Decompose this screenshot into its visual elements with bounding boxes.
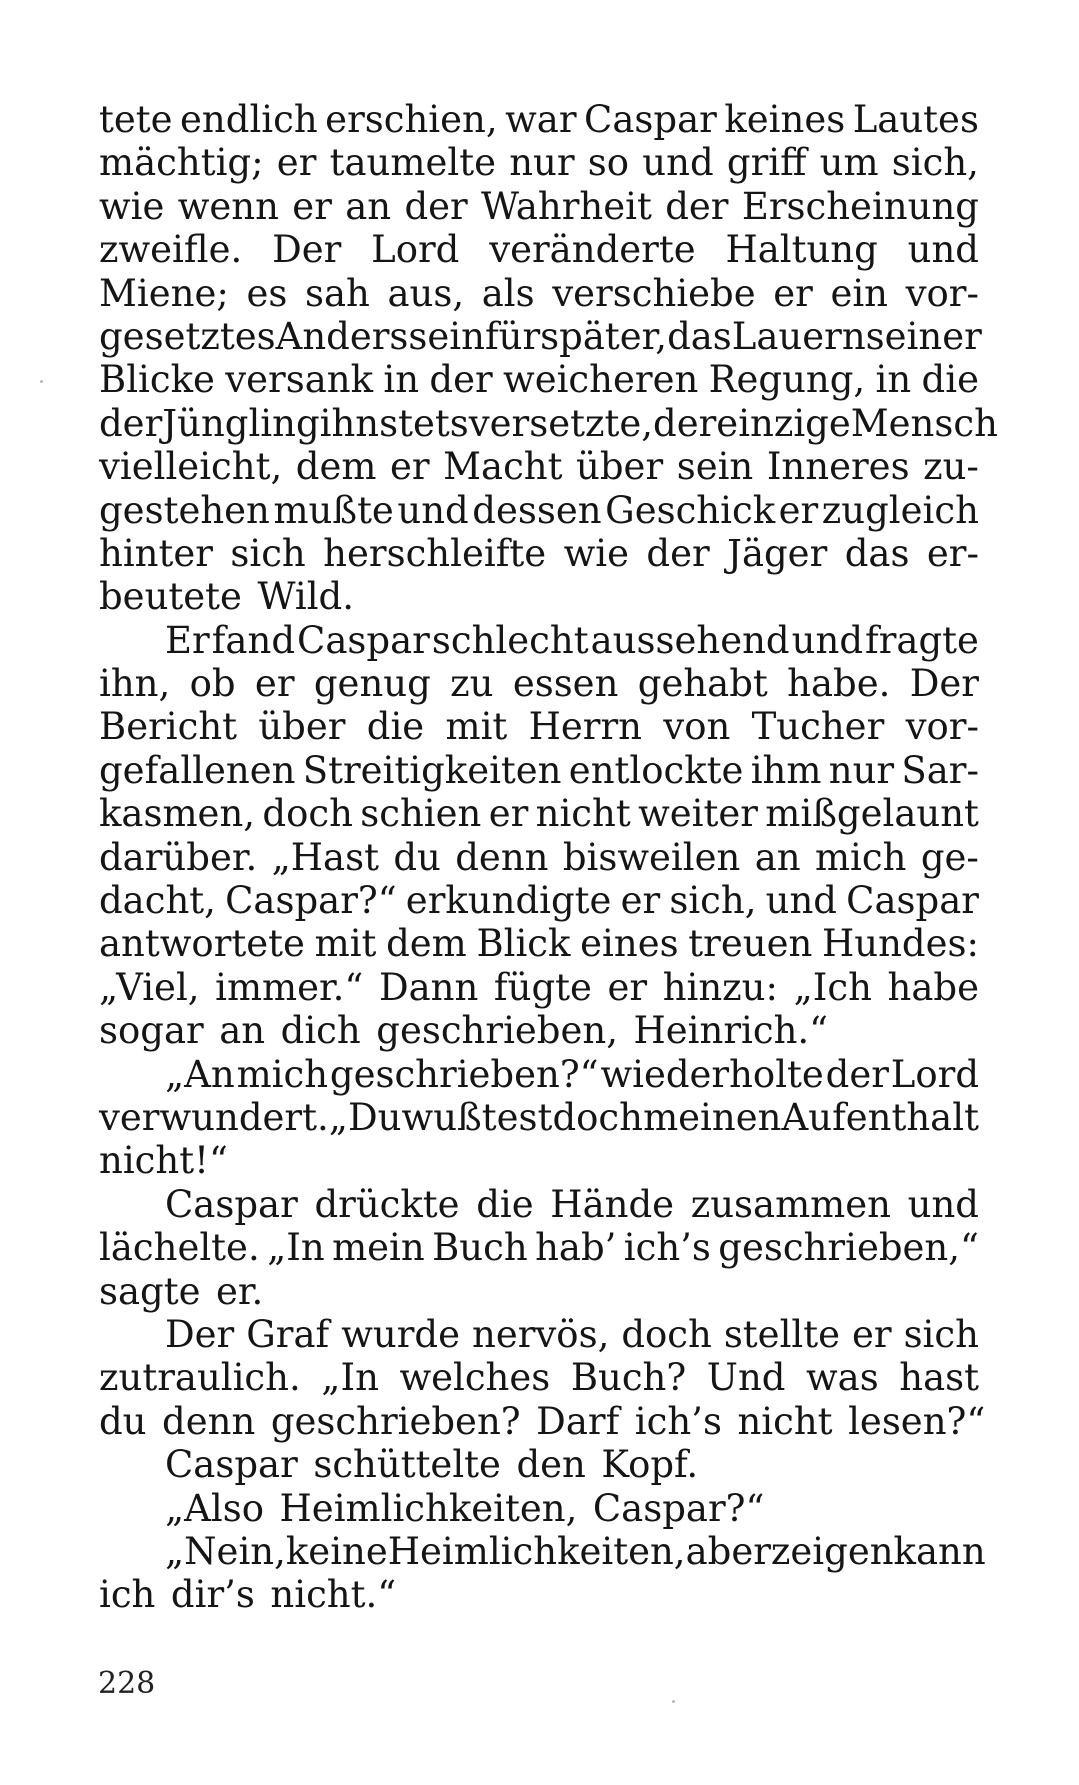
- word: geschrieben?: [270, 1399, 521, 1443]
- text-line: [99, 749, 979, 792]
- word: doch: [552, 1095, 643, 1139]
- word: Heimlichkeiten,: [279, 1486, 578, 1530]
- word: Lord: [890, 1052, 979, 1096]
- paper-speck: [40, 380, 43, 383]
- word: meinen: [643, 1095, 782, 1139]
- word: du: [99, 1399, 147, 1443]
- word: der: [404, 184, 468, 228]
- word: es: [246, 271, 288, 315]
- word: verschiebe: [552, 271, 756, 315]
- word: seiner: [865, 314, 982, 358]
- word: der: [99, 401, 163, 445]
- word: habe.: [787, 662, 891, 706]
- word: nur: [828, 748, 895, 792]
- word: um: [819, 141, 879, 185]
- word: der: [665, 184, 729, 228]
- word: tete: [99, 98, 173, 141]
- word: Jüngling: [162, 401, 320, 445]
- word: war: [505, 98, 577, 141]
- word: sogar: [99, 1009, 204, 1053]
- word: wie: [563, 531, 629, 575]
- word: wurde: [341, 1312, 460, 1356]
- word: weiter: [638, 792, 758, 836]
- text-line: [99, 98, 979, 141]
- word: was: [806, 1356, 879, 1400]
- word: wenn: [177, 184, 279, 228]
- word: er.: [216, 1269, 264, 1313]
- text-line: [99, 792, 979, 835]
- word: „In: [321, 1356, 379, 1400]
- word: nicht: [737, 1399, 833, 1443]
- word: Der: [272, 228, 342, 272]
- word: nicht.“: [270, 1573, 397, 1617]
- word: den: [516, 1443, 586, 1487]
- word: kann: [893, 1529, 986, 1573]
- word: schlecht: [431, 618, 589, 662]
- word: an: [345, 184, 392, 228]
- word: Wahrheit: [481, 184, 652, 228]
- word: du: [393, 835, 441, 879]
- word: erkundigte: [405, 879, 612, 923]
- word: Mensch: [850, 401, 998, 445]
- word: Kopf.: [601, 1443, 699, 1487]
- word: sein: [676, 445, 754, 489]
- word: dacht,: [99, 879, 216, 923]
- word: Hände: [550, 1182, 675, 1226]
- word: Darf: [536, 1399, 620, 1443]
- text-line: [99, 575, 979, 618]
- word: als: [481, 271, 535, 315]
- word: Streitigkeiten: [302, 748, 562, 792]
- word: mit: [445, 705, 508, 749]
- word: ihn: [319, 401, 380, 445]
- text-line: [99, 1139, 979, 1182]
- word: Macht: [443, 445, 563, 489]
- word: ich: [99, 1573, 156, 1617]
- word: zu: [450, 662, 494, 706]
- word: mißgelaunt: [765, 792, 979, 836]
- word: Erscheinung: [741, 184, 979, 228]
- word: das: [667, 314, 732, 358]
- word: Herrn: [528, 705, 642, 749]
- word: der: [825, 1052, 889, 1096]
- word: schüttelte: [313, 1443, 501, 1487]
- body-text: [99, 98, 998, 1617]
- text-line: [99, 1443, 979, 1486]
- word: Caspar: [165, 1443, 298, 1487]
- text-line: [99, 1529, 986, 1573]
- word: der: [653, 401, 717, 445]
- word: hinter: [99, 531, 213, 575]
- word: er: [292, 184, 332, 228]
- word: er: [488, 792, 529, 836]
- word: sagte: [99, 1269, 201, 1313]
- word: ihn,: [99, 662, 171, 706]
- word: dessen: [472, 488, 602, 532]
- word: der: [646, 531, 710, 575]
- word: lächelte.: [99, 1226, 260, 1270]
- word: welches: [399, 1356, 551, 1400]
- word: Haltung: [725, 228, 878, 272]
- word: „Du: [328, 1095, 402, 1139]
- word: in: [875, 358, 912, 402]
- word: Caspar: [584, 98, 717, 141]
- word: verwundert.: [99, 1095, 329, 1139]
- word: versetzte,: [468, 401, 654, 445]
- word: Der: [165, 1312, 235, 1356]
- text-line: [99, 1096, 979, 1139]
- word: geschrieben,: [376, 1009, 618, 1053]
- text-line: [99, 185, 979, 228]
- word: Caspar?“: [225, 879, 397, 923]
- word: Inneres: [766, 445, 910, 489]
- word: zusammen: [690, 1182, 891, 1226]
- word: treuen: [688, 922, 813, 966]
- word: für: [484, 314, 541, 358]
- word: Caspar: [297, 618, 430, 662]
- word: darüber.: [99, 835, 258, 879]
- word: „Also: [165, 1486, 264, 1530]
- text-line: [99, 1313, 979, 1356]
- text-line: [99, 1356, 979, 1399]
- text-line: [99, 922, 979, 965]
- word: aussehend: [590, 618, 790, 662]
- word: hab’: [535, 1226, 617, 1270]
- text-line: [99, 532, 979, 575]
- word: geschrieben,“: [718, 1226, 979, 1270]
- word: Aufenthalt: [781, 1095, 979, 1139]
- word: kasmen,: [99, 792, 256, 836]
- word: schien: [360, 792, 482, 836]
- word: und: [791, 618, 864, 662]
- word: er: [276, 141, 317, 185]
- word: zutraulich.: [99, 1356, 301, 1400]
- word: die: [366, 705, 425, 749]
- text-line: [99, 1399, 986, 1443]
- word: ob: [189, 662, 236, 706]
- text-line: [99, 836, 979, 879]
- word: gesetztes: [99, 314, 276, 358]
- word: erschien,: [325, 98, 498, 141]
- word: und: [642, 141, 714, 185]
- word: dem: [386, 922, 467, 966]
- word: doch: [262, 792, 353, 836]
- word: immer.“: [215, 965, 364, 1009]
- word: aus,: [387, 271, 465, 315]
- word: ge-: [920, 835, 979, 879]
- word: Der: [909, 662, 979, 706]
- word: fügte: [493, 965, 592, 1009]
- text-line: [99, 1487, 979, 1530]
- word: genug: [313, 662, 431, 706]
- word: stets: [379, 401, 469, 445]
- word: nicht: [535, 792, 631, 836]
- word: Heinrich.“: [633, 1009, 829, 1053]
- word: Jäger: [727, 531, 828, 575]
- word: Lauern: [731, 314, 866, 358]
- word: taumelte: [329, 141, 496, 185]
- word: keines: [724, 98, 846, 141]
- word: gehabt: [637, 662, 768, 706]
- word: Geschick: [605, 488, 776, 532]
- word: gefallenen: [99, 748, 296, 792]
- word: drückte: [314, 1182, 460, 1226]
- word: er: [620, 879, 661, 923]
- word: Caspar?“: [592, 1486, 765, 1530]
- word: an: [754, 835, 801, 879]
- word: griff: [726, 141, 807, 185]
- word: er: [773, 271, 813, 315]
- word: Blick: [476, 922, 571, 966]
- word: wie: [99, 184, 165, 228]
- word: sich,: [891, 141, 979, 185]
- word: Wild.: [257, 575, 354, 619]
- word: keine: [285, 1529, 388, 1573]
- text-line: [99, 272, 979, 315]
- word: in: [383, 358, 420, 402]
- word: er: [389, 445, 430, 489]
- word: vor-: [905, 705, 979, 749]
- text-line: [99, 879, 979, 922]
- word: wußtest: [401, 1095, 553, 1139]
- word: er: [254, 662, 295, 706]
- text-line: [99, 705, 979, 748]
- word: beutete: [99, 575, 242, 619]
- word: entlockte: [568, 748, 744, 792]
- word: nur: [509, 141, 575, 185]
- word: Regung,: [708, 358, 866, 402]
- word: der: [429, 358, 493, 402]
- word: ihm: [750, 748, 822, 792]
- word: „In: [267, 1226, 325, 1270]
- word: wiederholte: [600, 1052, 824, 1096]
- word: Er: [165, 618, 210, 662]
- word: und: [907, 228, 979, 272]
- word: sah: [304, 271, 370, 315]
- text-line: [99, 662, 979, 705]
- word: er: [851, 1312, 892, 1356]
- word: mußte: [273, 488, 394, 532]
- text-line: [99, 1226, 979, 1269]
- word: doch: [621, 1312, 712, 1356]
- word: ich’s: [634, 1399, 722, 1443]
- word: Hundes:: [821, 922, 979, 966]
- word: von: [663, 705, 731, 749]
- word: hinzu:: [662, 965, 778, 1009]
- word: mich: [236, 1052, 329, 1096]
- word: „Viel,: [99, 965, 200, 1009]
- word: versank: [225, 358, 374, 402]
- word: endlich: [180, 98, 318, 141]
- word: Buch?: [570, 1356, 687, 1400]
- word: Anderssein: [275, 314, 485, 358]
- word: zugleich: [821, 488, 979, 532]
- text-line: [99, 314, 982, 358]
- text-line: [99, 966, 979, 1009]
- text-line: [99, 1053, 979, 1096]
- word: an: [219, 1009, 266, 1053]
- word: mit: [314, 922, 377, 966]
- word: vor-: [905, 271, 979, 315]
- text-line: [99, 228, 979, 271]
- word: sich: [903, 1312, 979, 1356]
- word: „An: [165, 1052, 235, 1096]
- word: mächtig;: [99, 141, 264, 185]
- word: später,: [540, 314, 668, 358]
- word: nicht!“: [99, 1139, 228, 1183]
- word: veränderte: [489, 228, 696, 272]
- word: „Ich: [793, 965, 872, 1009]
- word: nervös,: [471, 1312, 610, 1356]
- word: mich: [814, 835, 907, 879]
- word: Caspar: [165, 1182, 298, 1226]
- word: ein: [830, 271, 888, 315]
- text-line: [99, 445, 979, 488]
- word: Und: [706, 1356, 786, 1400]
- word: gestehen: [99, 488, 270, 532]
- word: er-: [926, 531, 979, 575]
- word: denn: [455, 835, 549, 879]
- paper-speck: [672, 1700, 675, 1703]
- word: so: [587, 141, 630, 185]
- word: und: [765, 879, 837, 923]
- word: mein: [332, 1226, 425, 1270]
- word: Bericht: [99, 705, 238, 749]
- word: lesen?“: [848, 1399, 986, 1443]
- text-line: [99, 489, 979, 532]
- text-line: [99, 358, 979, 401]
- word: eines: [580, 922, 679, 966]
- word: Blicke: [99, 358, 215, 402]
- word: einzige: [716, 401, 851, 445]
- word: das: [844, 531, 910, 575]
- word: ich’s: [623, 1226, 711, 1270]
- word: die: [476, 1182, 534, 1226]
- text-line: [99, 141, 979, 184]
- word: „Hast: [271, 835, 379, 879]
- word: sich: [230, 531, 306, 575]
- text-line: [99, 1573, 979, 1616]
- word: weicheren: [503, 358, 699, 402]
- word: Lord: [371, 228, 460, 272]
- word: herschleifte: [323, 531, 547, 575]
- word: die: [921, 358, 979, 402]
- word: über: [576, 445, 664, 489]
- word: bisweilen: [562, 835, 741, 879]
- text-line: [99, 1009, 979, 1052]
- word: Heimlichkeiten,: [387, 1529, 686, 1573]
- word: über: [258, 705, 346, 749]
- word: und: [907, 1182, 979, 1226]
- word: Lautes: [852, 98, 979, 141]
- word: geschrieben?“: [329, 1052, 599, 1096]
- word: Caspar: [846, 879, 979, 923]
- word: fragte: [865, 618, 979, 662]
- word: dem: [295, 445, 377, 489]
- word: Tucher: [751, 705, 885, 749]
- word: „Nein,: [165, 1529, 286, 1573]
- word: stellte: [723, 1312, 840, 1356]
- word: Buch: [432, 1226, 528, 1270]
- word: er: [778, 488, 819, 532]
- word: vielleicht,: [99, 445, 283, 489]
- word: und: [397, 488, 469, 532]
- word: er: [607, 965, 648, 1009]
- word: dir’s: [170, 1573, 255, 1617]
- word: aber: [685, 1529, 771, 1573]
- text-line: [99, 1270, 979, 1313]
- word: Miene;: [99, 271, 229, 315]
- word: Graf: [246, 1312, 330, 1356]
- word: hast: [899, 1356, 979, 1400]
- word: essen: [512, 662, 619, 706]
- text-line: [99, 619, 979, 662]
- word: antwortete: [99, 922, 305, 966]
- word: zweifle.: [99, 228, 243, 272]
- word: zu-: [923, 445, 979, 489]
- text-line: [99, 1183, 979, 1226]
- word: fand: [211, 618, 296, 662]
- word: dich: [280, 1009, 361, 1053]
- word: denn: [162, 1399, 256, 1443]
- word: habe: [887, 965, 979, 1009]
- word: zeigen: [770, 1529, 894, 1573]
- page-number: 228: [98, 1666, 156, 1701]
- word: sich,: [669, 879, 757, 923]
- word: Dann: [378, 965, 479, 1009]
- word: Sar-: [901, 748, 979, 792]
- text-line: [99, 401, 998, 445]
